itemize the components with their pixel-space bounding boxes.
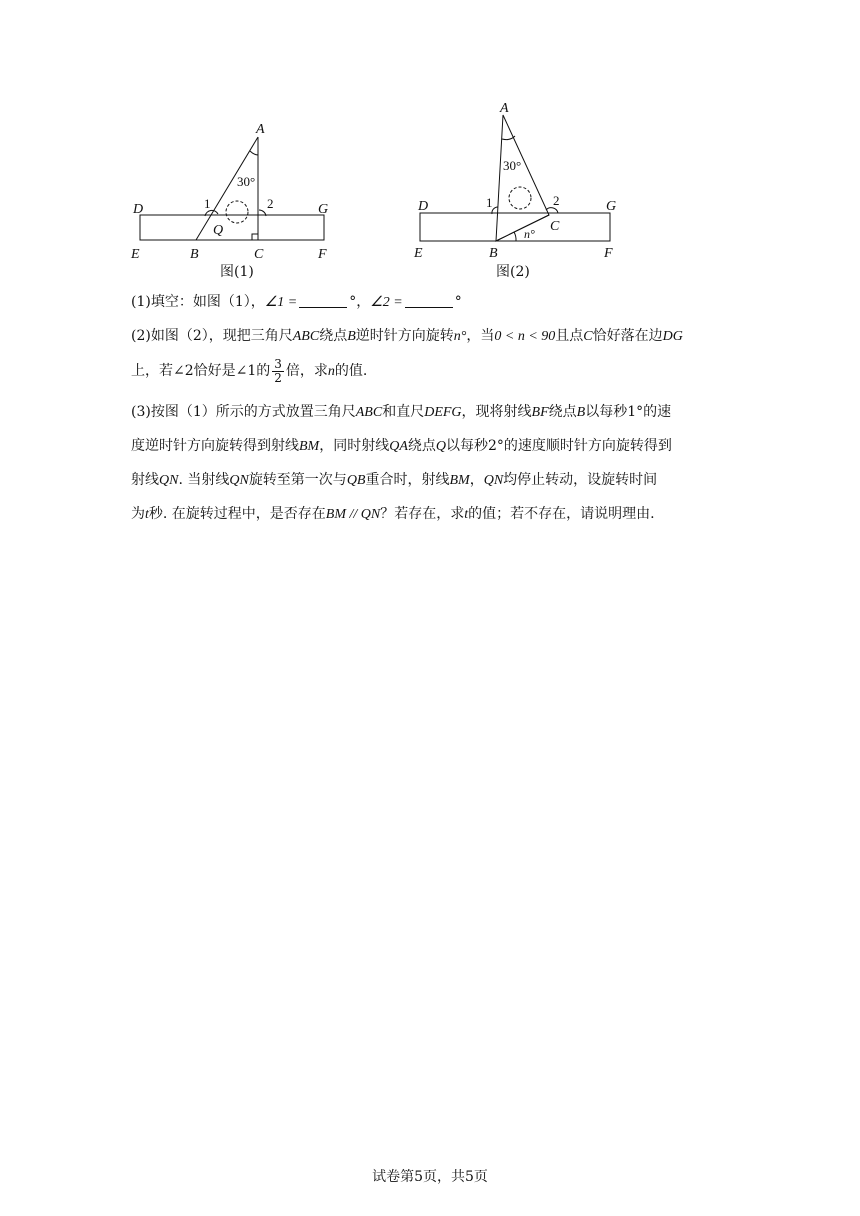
- label-b-2: B: [489, 246, 498, 261]
- q3-text-16: 为: [131, 506, 145, 522]
- label-d-2: D: [418, 199, 429, 214]
- label-f-2: F: [604, 246, 613, 261]
- q3-text-6: 度逆时针方向旋转得到射线: [131, 438, 299, 454]
- page-footer: 试卷第5页，共5页: [372, 1169, 488, 1185]
- label-d-1: D: [133, 202, 144, 217]
- q3-defg: DEFG: [424, 405, 462, 420]
- q3-text-14: ，: [469, 472, 484, 488]
- q3-text-4: 绕点: [548, 404, 577, 420]
- angle-30-arc-1: [250, 151, 258, 155]
- q3-text-10: 射线: [131, 472, 159, 488]
- q3-text-5: 以每秒1°的速: [585, 404, 672, 420]
- question-3-line-3: [131, 470, 731, 491]
- q1-angle1: ∠1 =: [264, 295, 298, 310]
- q1-blank-1[interactable]: [299, 293, 347, 308]
- q1-angle2: ∠2 =: [370, 295, 403, 310]
- q3-t: t: [145, 507, 149, 522]
- figure-1: [140, 137, 324, 240]
- q3-qn-3: QN: [483, 473, 504, 488]
- ruler-defg-1: [140, 215, 324, 240]
- question-1: [131, 292, 731, 313]
- q3-text-2: 和直尺: [382, 404, 425, 420]
- side-bc-2: [496, 215, 549, 241]
- caption-2: 图(2): [496, 264, 530, 280]
- q1-end: °: [454, 294, 462, 310]
- label-angle2-1: 2: [267, 196, 274, 211]
- q3-abc: ABC: [355, 405, 383, 420]
- q2-text-8: 倍，求: [285, 363, 328, 379]
- label-q-1: Q: [213, 223, 224, 238]
- question-3-line-4: [131, 504, 731, 525]
- q3-parallel: BM // QN: [325, 507, 381, 522]
- q2-range: 0 < n < 90: [494, 329, 556, 344]
- dashed-circle-2: [509, 187, 531, 209]
- geometry-figures: [0, 0, 860, 290]
- label-angle2-2: 2: [553, 193, 560, 208]
- figure-2: [420, 115, 610, 241]
- q2-c: C: [583, 329, 593, 344]
- label-30-2: 30°: [503, 158, 522, 173]
- label-a-1: A: [256, 122, 265, 137]
- label-e-2: E: [414, 246, 423, 261]
- q3-text-1: (3)按图（1）所示的方式放置三角尺: [131, 404, 356, 420]
- q3-qa: QA: [389, 439, 408, 454]
- triangle-abc-2: [496, 115, 549, 241]
- label-angle1-2: 1: [486, 195, 493, 210]
- label-n-2: n°: [524, 227, 535, 241]
- label-e-1: E: [131, 247, 140, 262]
- label-g-2: G: [606, 199, 617, 214]
- q2-n-2: n: [327, 364, 335, 379]
- angle-n-arc-2: [514, 232, 516, 241]
- q3-text-7: ，同时射线: [319, 438, 390, 454]
- q3-text-12: 旋转至第一次与: [248, 472, 347, 488]
- q3-text-3: ，现将射线: [461, 404, 532, 420]
- question-3-line-1: [131, 402, 731, 423]
- q2-text-9: 的值.: [334, 363, 368, 379]
- q1-blank-2[interactable]: [405, 293, 453, 308]
- q2-dg: DG: [662, 329, 683, 344]
- label-f-1: F: [318, 247, 327, 262]
- q3-q: Q: [435, 439, 447, 454]
- q3-bm: BM: [299, 439, 320, 454]
- ruler-defg-2: [420, 213, 610, 241]
- q2-text-1: (2)如图（2），现把三角尺: [131, 328, 293, 344]
- q3-bm-2: BM: [449, 473, 470, 488]
- q2-abc: ABC: [292, 329, 320, 344]
- q2-n: n°: [453, 329, 467, 344]
- q3-text-17: 秒. 在旋转过程中，是否存在: [148, 506, 326, 522]
- q3-t-2: t: [464, 507, 469, 522]
- q2-text-3: 逆时针方向旋转: [355, 328, 454, 344]
- question-2-line-2: [131, 356, 731, 387]
- caption-1: 图(1): [220, 264, 254, 280]
- label-angle1-1: 1: [204, 196, 211, 211]
- question-2-line-1: [131, 326, 731, 347]
- label-c-2: C: [550, 219, 560, 234]
- figure-2-labels: [413, 101, 616, 280]
- label-b-1: B: [190, 247, 199, 262]
- question-3-line-2: [131, 436, 731, 457]
- label-c-1: C: [254, 247, 264, 262]
- dashed-circle-1: [226, 201, 248, 223]
- q2-b: B: [347, 329, 356, 344]
- q1-sep: °，: [349, 294, 371, 310]
- figures-area: [0, 0, 860, 290]
- q3-qn: QN: [159, 473, 179, 488]
- q2-text-2: 绕点: [319, 328, 348, 344]
- q3-bf: BF: [531, 405, 549, 420]
- q3-text-11: . 当射线: [178, 472, 230, 488]
- figure-1-labels: [130, 122, 328, 280]
- q3-qb: QB: [346, 473, 366, 488]
- q3-text-13: 重合时，射线: [365, 472, 450, 488]
- q3-text-9: 以每秒2°的速度顺时针方向旋转得到: [446, 438, 672, 454]
- q2-text-7: 上，若∠2恰好是∠1的: [131, 363, 271, 379]
- label-g-1: G: [318, 202, 329, 217]
- q2-text-5: 且点: [555, 328, 584, 344]
- q2-text-6: 恰好落在边: [592, 328, 663, 344]
- q2-text-4: ，当: [466, 328, 495, 344]
- q3-qn-2: QN: [229, 473, 249, 488]
- fraction-denominator: 2: [274, 370, 282, 385]
- q3-text-19: 的值；若不存在，请说明理由.: [468, 506, 655, 522]
- label-30-1: 30°: [237, 174, 256, 189]
- q2-fraction: [272, 358, 284, 385]
- q3-text-18: ？若存在，求: [380, 506, 465, 522]
- q3-text-15: 均停止转动，设旋转时间: [503, 472, 658, 488]
- label-a-2: A: [500, 101, 509, 116]
- fraction-numerator: 3: [274, 356, 282, 371]
- right-angle-mark-1: [252, 234, 258, 240]
- q3-text-8: 绕点: [407, 438, 436, 454]
- q1-text: (1)填空：如图（1），: [131, 294, 265, 310]
- q3-b: B: [576, 405, 586, 420]
